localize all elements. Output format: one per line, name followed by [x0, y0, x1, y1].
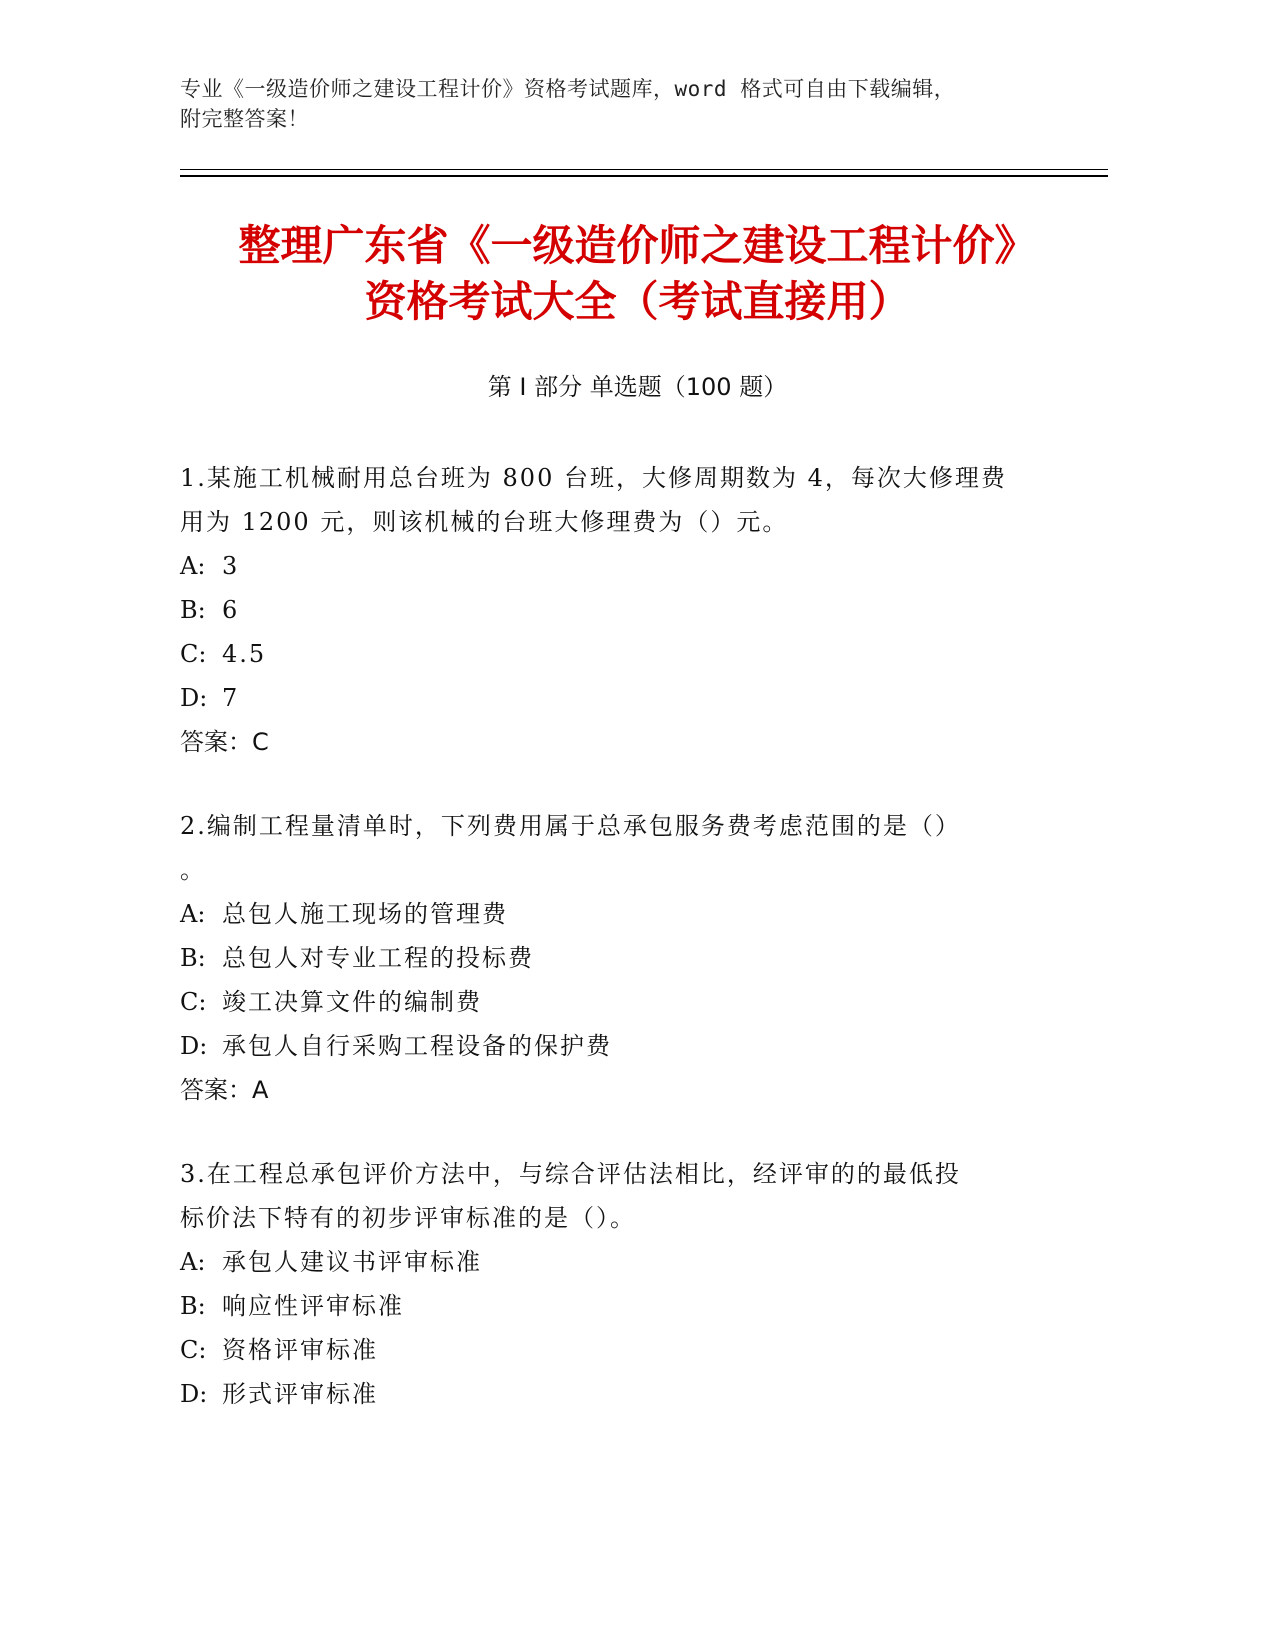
option-text: 资格评审标准	[222, 1336, 378, 1364]
option-text: 承包人自行采购工程设备的保护费	[222, 1032, 612, 1060]
title-line-1: 整理广东省《一级造价师之建设工程计价》	[238, 221, 1037, 270]
option-c	[180, 980, 1060, 1024]
option-key: A:	[180, 552, 206, 580]
document-title	[150, 218, 1125, 330]
answer-line: 答案：C	[180, 728, 269, 756]
document-header	[180, 74, 1040, 134]
option-text: 竣工决算文件的编制费	[222, 988, 482, 1016]
option-text: 6	[222, 596, 240, 624]
option-key: C:	[180, 1336, 207, 1364]
stem-line: 3.在工程总承包评价方法中，与综合评估法相比，经评审的的最低投	[180, 1160, 961, 1188]
answer-line: 答案：A	[180, 1076, 269, 1104]
option-text: 4.5	[222, 640, 267, 668]
option-b	[180, 936, 1060, 980]
option-key: D:	[180, 684, 208, 712]
option-key: D:	[180, 1032, 208, 1060]
option-c	[180, 632, 1060, 676]
question-stem	[180, 804, 1060, 892]
option-d	[180, 676, 1060, 720]
option-d	[180, 1024, 1060, 1068]
option-c	[180, 1328, 1060, 1372]
question-2	[180, 804, 1060, 1112]
option-key: B:	[180, 1292, 206, 1320]
option-b	[180, 1284, 1060, 1328]
stem-line: 标价法下特有的初步评审标准的是（）。	[180, 1204, 636, 1232]
option-a	[180, 1240, 1060, 1284]
option-key: C:	[180, 988, 207, 1016]
question-3	[180, 1152, 1060, 1416]
option-text: 形式评审标准	[222, 1380, 378, 1408]
question-list	[180, 456, 1060, 1456]
stem-line: 2.编制工程量清单时，下列费用属于总承包服务费考虑范围的是（）	[180, 812, 961, 840]
option-a	[180, 892, 1060, 936]
header-line-1: 专业《一级造价师之建设工程计价》资格考试题库，word 格式可自由下载编辑，	[180, 77, 956, 101]
section-heading: 第 I 部分 单选题（100 题）	[487, 373, 788, 401]
header-line-2: 附完整答案！	[180, 107, 309, 131]
option-d	[180, 1372, 1060, 1416]
title-line-2: 资格考试大全（考试直接用）	[364, 277, 911, 326]
option-key: A:	[180, 1248, 206, 1276]
header-divider-thin	[180, 169, 1108, 170]
stem-line: 1.某施工机械耐用总台班为 800 台班，大修周期数为 4，每次大修理费	[180, 464, 1007, 492]
option-a	[180, 544, 1060, 588]
option-key: D:	[180, 1380, 208, 1408]
question-1	[180, 456, 1060, 764]
option-text: 总包人对专业工程的投标费	[222, 944, 534, 972]
stem-line: 用为 1200 元，则该机械的台班大修理费为（）元。	[180, 508, 789, 536]
stem-line: 。	[180, 856, 206, 884]
header-divider-thick	[180, 175, 1108, 177]
option-key: C:	[180, 640, 207, 668]
question-stem	[180, 1152, 1060, 1240]
option-key: B:	[180, 596, 206, 624]
option-key: A:	[180, 900, 206, 928]
option-text: 承包人建议书评审标准	[222, 1248, 482, 1276]
question-stem	[180, 456, 1060, 544]
option-text: 7	[222, 684, 240, 712]
option-text: 响应性评审标准	[222, 1292, 404, 1320]
option-key: B:	[180, 944, 206, 972]
option-b	[180, 588, 1060, 632]
option-text: 总包人施工现场的管理费	[222, 900, 508, 928]
option-text: 3	[222, 552, 240, 580]
